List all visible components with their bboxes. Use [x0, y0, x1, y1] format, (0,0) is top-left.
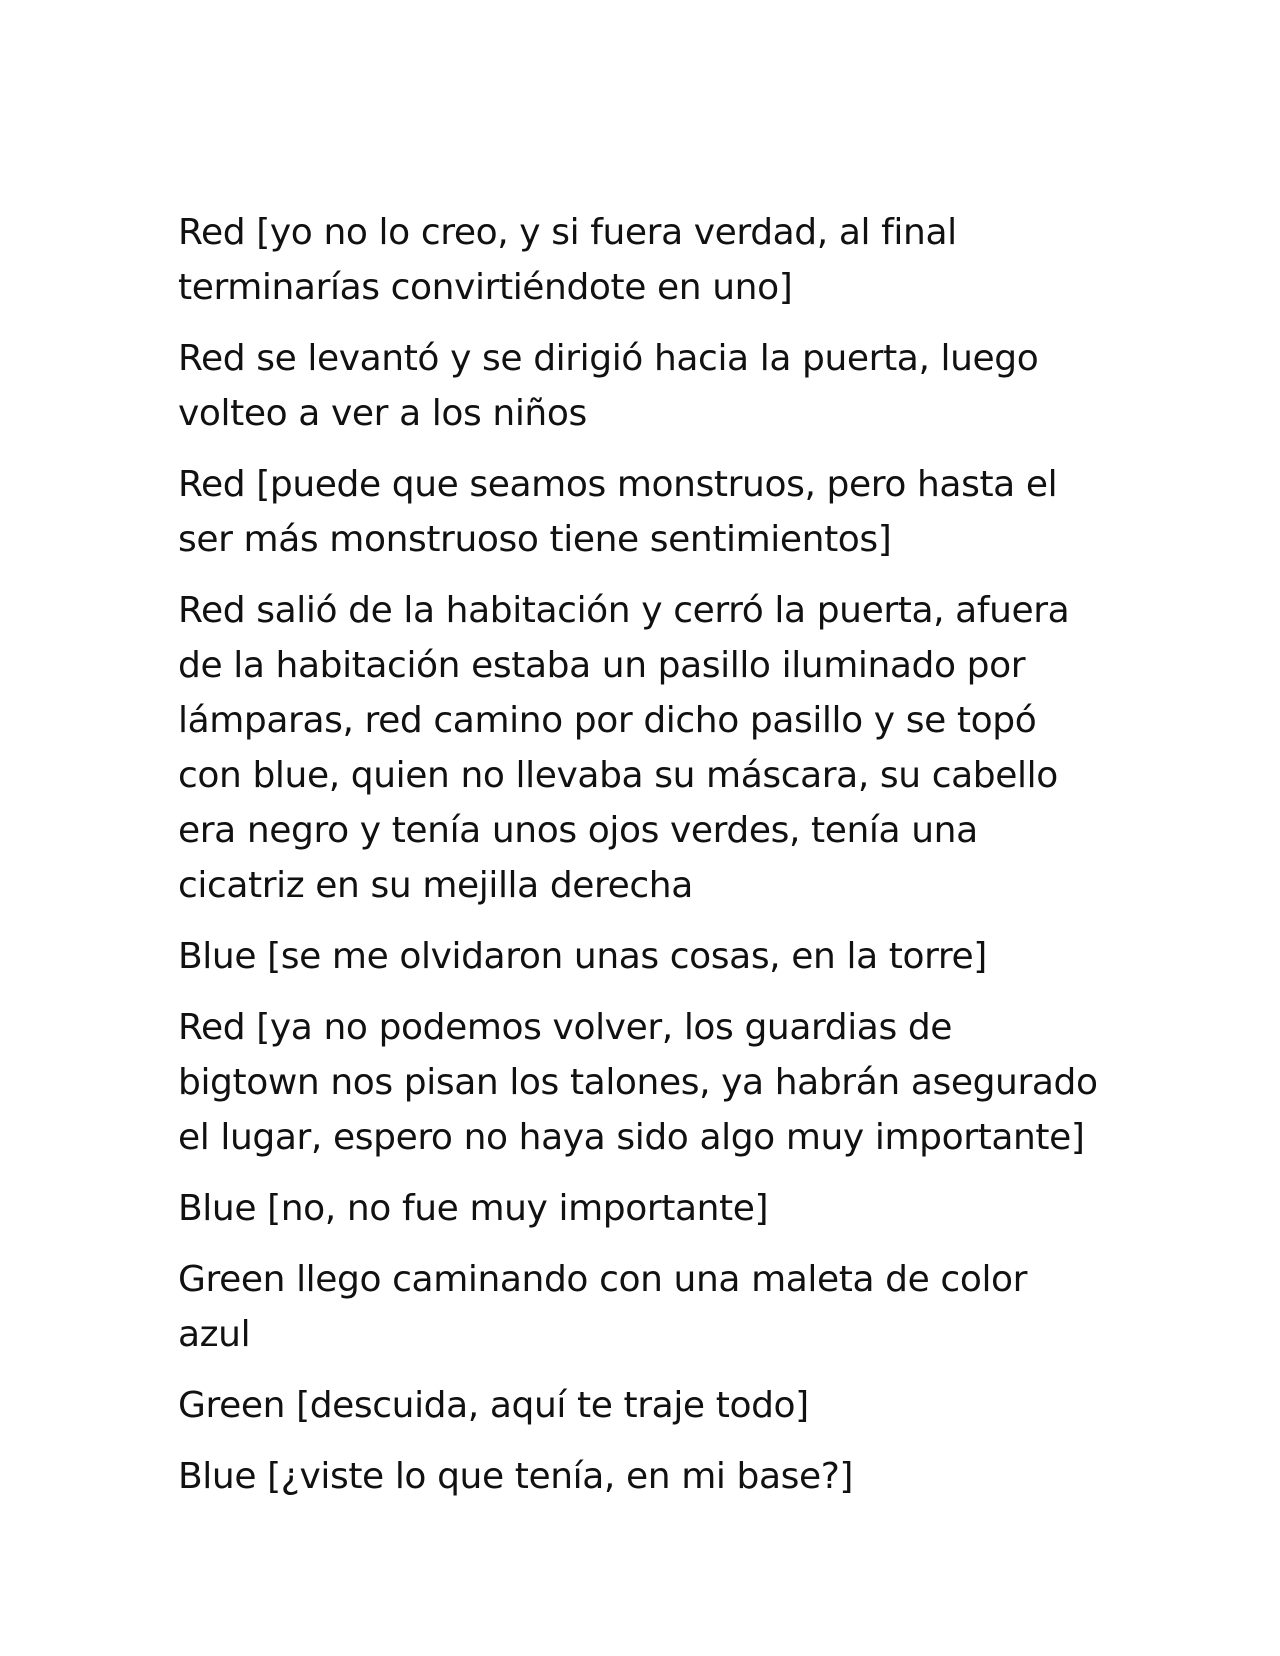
paragraph: Blue [se me olvidaron unas cosas, en la torre]: [178, 936, 987, 977]
paragraph: Red [ya no podemos volver, los guardias de bigtown nos pisan los talones, ya habrán asegurado el lugar, espero no haya sido algo muy importante]: [178, 1007, 1098, 1158]
document-body: [178, 205, 1098, 1520]
paragraph: Red [yo no lo creo, y si fuera verdad, al final terminarías convirtiéndote en uno]: [178, 212, 957, 308]
paragraph: Red [puede que seamos monstruos, pero hasta el ser más monstruoso tiene sentimientos]: [178, 464, 1058, 560]
paragraph: Blue [no, no fue muy importante]: [178, 1188, 769, 1229]
paragraph: Green llego caminando con una maleta de color azul: [178, 1259, 1028, 1355]
paragraph: Red salió de la habitación y cerró la puerta, afuera de la habitación estaba un pasillo iluminado por lámparas, red camino por dicho pasillo y se topó con blue, quien no llevaba su máscara, su cabello era negro y tenía unos ojos verdes, tenía una cicatriz en su mejilla derecha: [178, 590, 1070, 906]
paragraph: Red se levantó y se dirigió hacia la puerta, luego volteo a ver a los niños: [178, 338, 1039, 434]
paragraph: Green [descuida, aquí te traje todo]: [178, 1385, 809, 1426]
paragraph: Blue [¿viste lo que tenía, en mi base?]: [178, 1456, 854, 1497]
